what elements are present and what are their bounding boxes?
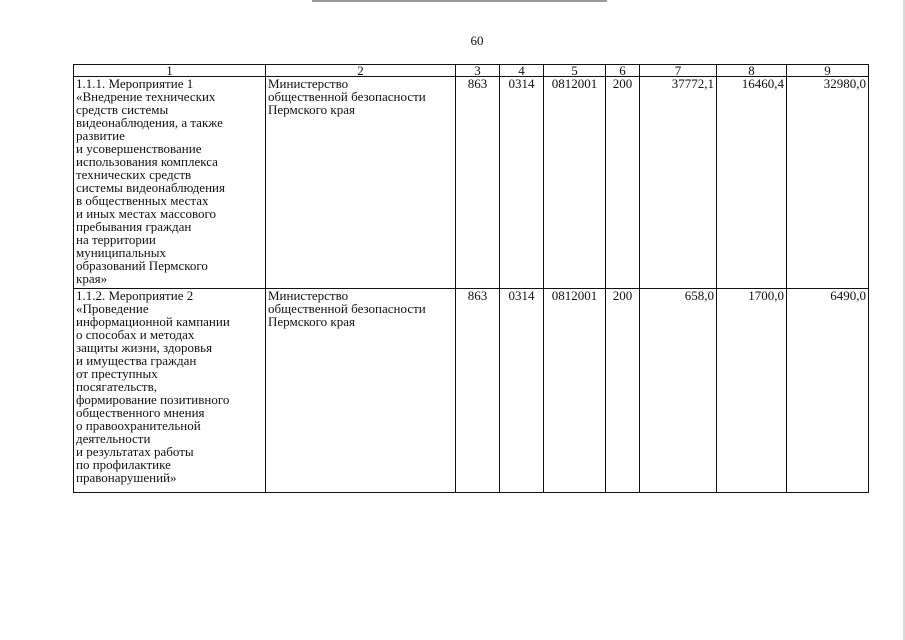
table-row [74, 289, 869, 493]
budget-table [73, 64, 869, 493]
expense-type-cell: 200 [606, 289, 640, 493]
target-article-cell: 0812001 [544, 77, 606, 289]
column-header: 1 [74, 65, 266, 77]
table-header-row [74, 65, 869, 77]
column-header: 5 [544, 65, 606, 77]
responsible-organization-cell: Министерство общественной безопасности Пермского края [266, 289, 456, 493]
column-header: 8 [717, 65, 787, 77]
page-number: 60 [470, 33, 484, 48]
scan-artifact-line [312, 0, 607, 2]
section-code-cell: 0314 [500, 289, 544, 493]
column-header: 2 [266, 65, 456, 77]
amount-col9-cell: 32980,0 [787, 77, 869, 289]
section-code-cell: 0314 [500, 77, 544, 289]
amount-col7-cell: 658,0 [640, 289, 717, 493]
expense-type-cell: 200 [606, 77, 640, 289]
amount-col9-cell: 6490,0 [787, 289, 869, 493]
activity-name-cell: 1.1.1. Мероприятие 1 «Внедрение технических средств системы видеонаблюдения, а также развитие и усовершенствование использования комплекса технических средств системы видеонаблюдения в общественных местах и иных местах массового пребывания граждан на территории муниципальных образований Пермского края» [74, 77, 266, 289]
column-header: 7 [640, 65, 717, 77]
ministry-code-cell: 863 [456, 289, 500, 493]
amount-col8-cell: 1700,0 [717, 289, 787, 493]
target-article-cell: 0812001 [544, 289, 606, 493]
amount-col7-cell: 37772,1 [640, 77, 717, 289]
activity-name-cell: 1.1.2. Мероприятие 2 «Проведение информационной кампании о способах и методах защиты жизни, здоровья и имущества граждан от преступных посягательств, формирование позитивного общественного мнения о правоохранительной деятельности и результатах работы по профилактике правонарушений» [74, 289, 266, 493]
column-header: 6 [606, 65, 640, 77]
amount-col8-cell: 16460,4 [717, 77, 787, 289]
column-header: 3 [456, 65, 500, 77]
table-row [74, 77, 869, 289]
column-header: 9 [787, 65, 869, 77]
responsible-organization-cell: Министерство общественной безопасности Пермского края [266, 77, 456, 289]
column-header: 4 [500, 65, 544, 77]
ministry-code-cell: 863 [456, 77, 500, 289]
